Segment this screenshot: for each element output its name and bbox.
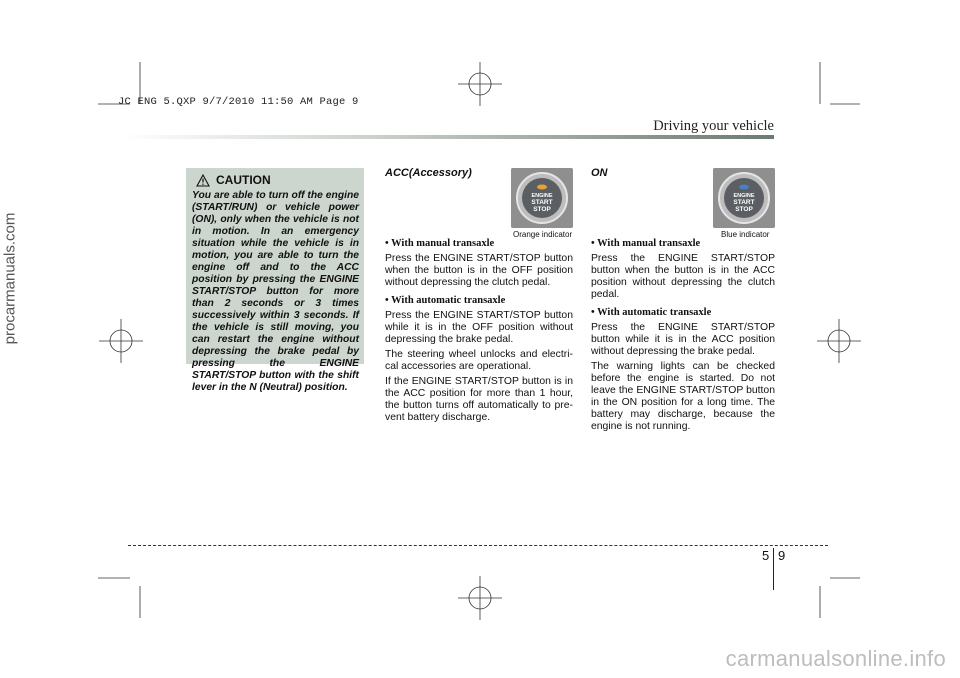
page-number-separator [773, 548, 774, 590]
button-label-1: ENGINE [733, 193, 755, 199]
page-number: 9 [778, 548, 786, 563]
button-label-1: ENGINE [531, 193, 553, 199]
side-watermark: procarmanuals.com [1, 212, 19, 345]
section-title: Driving your vehicle [653, 118, 774, 134]
caution-box [186, 168, 364, 393]
acc-button-image [511, 168, 573, 228]
button-label-3: STOP [735, 206, 753, 213]
button-label-3: STOP [533, 206, 551, 213]
warning-triangle-icon [196, 174, 210, 187]
print-slug: JC ENG 5.QXP 9/7/2010 11:50 AM Page 9 [118, 96, 359, 108]
footer-rule [128, 545, 828, 546]
on-image-caption: Blue indicator [721, 230, 770, 239]
on-body [591, 238, 775, 436]
acc-body [385, 238, 573, 427]
on-title: ON [591, 167, 608, 179]
on-manual-text: Press the ENGINE START/STOP button when the button is in the ACC position without depressing the clutch pedal. [591, 253, 775, 300]
caution-heading [196, 173, 271, 187]
acc-title: ACC(Accessory) [385, 167, 472, 179]
on-para-1: The warning lights can be checked before the engine is started. Do not leave the ENGINE START/STOP button in the ON position for a long time. The battery may discharge, because the engine is not running. [591, 361, 775, 432]
on-auto-text: Press the ENGINE START/STOP button while it is in the ACC position without depressing the brake pedal. [591, 322, 775, 357]
bottom-watermark: carmanualsonline.info [725, 646, 946, 671]
on-auto-bullet: • With automatic transaxle [591, 307, 712, 318]
acc-para-1: The steering wheel unlocks and electri-cal accessories are operational. [385, 349, 573, 372]
acc-auto-bullet: • With automatic transaxle [385, 295, 506, 306]
acc-manual-bullet: • With manual transaxle [385, 238, 495, 249]
button-label-2: START [733, 199, 755, 206]
caution-text: You are able to turn off the engine (START/RUN) or vehicle power (ON), only when the vehicle is not in motion. In an emergency situation while the vehicle is in motion, you are able to turn the engine off and to the ACC position by pressing the ENGINE START/STOP button for more than 2 seconds or 3 times successively within 3 seconds. If the vehicle is still moving, you can restart the engine without depressing the brake pedal by pressing the ENGINE START/STOP button with the shift lever in the N (Neutral) position. [192, 190, 359, 393]
blue-indicator-light [739, 185, 749, 190]
header-rule [120, 135, 774, 139]
engine-start-button-icon [713, 168, 775, 228]
acc-manual-text: Press the ENGINE START/STOP button when the button is in the OFF position without depressing the clutch pedal. [385, 253, 573, 288]
button-label-2: START [531, 199, 553, 206]
acc-image-caption: Orange indicator [513, 230, 573, 239]
orange-indicator-light [537, 185, 547, 190]
acc-para-2: If the ENGINE START/STOP button is in the ACC position for more than 1 hour, the button turns off automatically to pre-vent battery discharge. [385, 376, 573, 423]
on-button-image [713, 168, 775, 228]
caution-label: CAUTION [216, 173, 271, 187]
chapter-number: 5 [762, 548, 770, 563]
acc-auto-text: Press the ENGINE START/STOP button while it is in the OFF position without depressing the brake pedal. [385, 310, 573, 345]
on-manual-bullet: • With manual transaxle [591, 238, 701, 249]
engine-start-button-icon [511, 168, 573, 228]
